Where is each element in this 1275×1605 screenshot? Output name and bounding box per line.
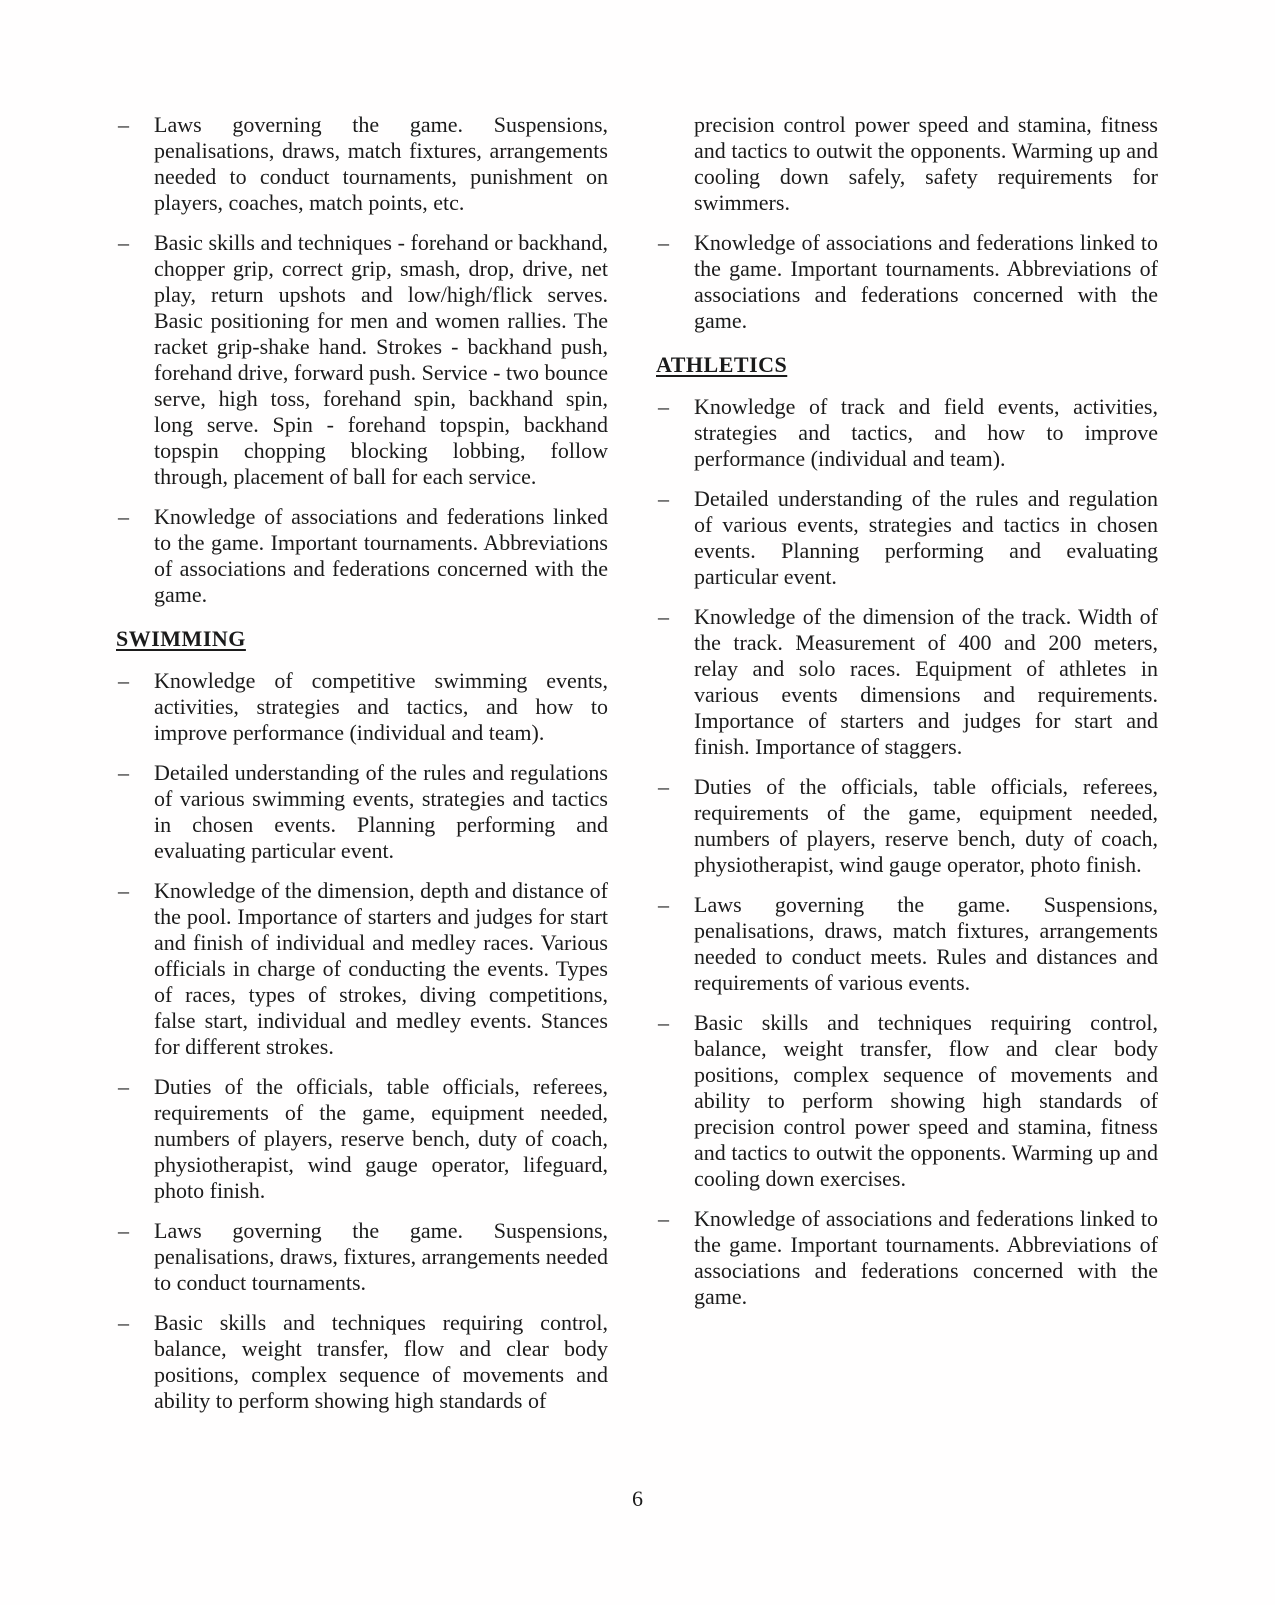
list-item	[116, 1310, 608, 1414]
list-item	[116, 760, 608, 864]
dash-bullet-icon: –	[658, 892, 669, 917]
list-item-text: Laws governing the game. Suspensions, penalisations, draws, match fixtures, arrangements needed to conduct meets. Rules and distances and requirements of various events.	[694, 892, 1158, 995]
list-item	[116, 504, 608, 608]
dash-bullet-icon: –	[118, 230, 129, 255]
list-item	[656, 486, 1158, 590]
list-item	[656, 1010, 1158, 1192]
page-number: 6	[632, 1486, 643, 1511]
right-column	[656, 112, 1158, 1324]
dash-bullet-icon: –	[658, 604, 669, 629]
list-item-text: Basic skills and techniques requiring control, balance, weight transfer, flow and clear body positions, complex sequence of movements and ability to perform showing high standards of	[154, 1310, 608, 1413]
dash-bullet-icon: –	[118, 1218, 129, 1243]
list-item-text: Knowledge of track and field events, activities, strategies and tactics, and how to improve performance (individual and team).	[694, 394, 1158, 471]
list-item-text: Detailed understanding of the rules and regulations of various swimming events, strategies and tactics in chosen events. Planning performing and evaluating particular event.	[154, 760, 608, 863]
left-column	[116, 112, 608, 1428]
dash-bullet-icon: –	[118, 760, 129, 785]
dash-bullet-icon: –	[118, 1074, 129, 1099]
list-item	[656, 774, 1158, 878]
dash-bullet-icon: –	[118, 504, 129, 529]
list-item	[116, 668, 608, 746]
dash-bullet-icon: –	[658, 394, 669, 419]
dash-bullet-icon: –	[658, 1010, 669, 1035]
section-heading-text: SWIMMING	[116, 626, 246, 651]
paragraph-continuation: precision control power speed and stamina, fitness and tactics to outwit the opponents. Warming up and cooling down safely, safety requirements for swimmers.	[694, 112, 1158, 215]
list-item	[116, 112, 608, 216]
section-heading	[116, 626, 608, 652]
section-heading	[656, 352, 1158, 378]
list-item-text: Knowledge of the dimension, depth and distance of the pool. Importance of starters and judges for start and finish of individual and medley races. Various officials in charge of conducting the events. Types of races, types of strokes, diving competitions, false start, individual and medley events. Stances for different strokes.	[154, 878, 608, 1059]
list-item-text: Knowledge of associations and federations linked to the game. Important tournaments. Abbreviations of associations and federations concerned with the game.	[694, 230, 1158, 333]
list-item	[116, 878, 608, 1060]
list-item-text: Basic skills and techniques - forehand or backhand, chopper grip, correct grip, smash, drop, drive, net play, return upshots and low/high/flick serves. Basic positioning for men and women rallies. The racket grip-shake hand. Strokes - backhand push, forehand drive, forward push. Service - two bounce serve, high toss, forehand spin, backhand spin, long serve. Spin - forehand topspin, backhand topspin chopping blocking lobbing, follow through, placement of ball for each service.	[154, 230, 608, 489]
dash-bullet-icon: –	[658, 774, 669, 799]
section-heading-text: ATHLETICS	[656, 352, 788, 377]
list-item	[656, 230, 1158, 334]
list-item-text: Laws governing the game. Suspensions, penalisations, draws, match fixtures, arrangements needed to conduct tournaments, punishment on players, coaches, match points, etc.	[154, 112, 608, 215]
dash-bullet-icon: –	[118, 1310, 129, 1335]
list-item-text: Detailed understanding of the rules and regulation of various events, strategies and tactics in chosen events. Planning performing and evaluating particular event.	[694, 486, 1158, 589]
list-item	[656, 604, 1158, 760]
list-item	[656, 394, 1158, 472]
dash-bullet-icon: –	[658, 230, 669, 255]
list-item	[116, 1074, 608, 1204]
list-item-text: Knowledge of associations and federations linked to the game. Important tournaments. Abbreviations of associations and federations concerned with the game.	[154, 504, 608, 607]
list-item	[656, 892, 1158, 996]
list-item-text: Knowledge of associations and federations linked to the game. Important tournaments. Abbreviations of associations and federations concerned with the game.	[694, 1206, 1158, 1309]
dash-bullet-icon: –	[658, 1206, 669, 1231]
dash-bullet-icon: –	[118, 878, 129, 903]
dash-bullet-icon: –	[658, 486, 669, 511]
list-item	[116, 1218, 608, 1296]
list-item-text: Knowledge of the dimension of the track. Width of the track. Measurement of 400 and 200 meters, relay and solo races. Equipment of athletes in various events dimensions and requirements. Importance of starters and judges for start and finish. Importance of staggers.	[694, 604, 1158, 759]
list-item-text: Laws governing the game. Suspensions, penalisations, draws, fixtures, arrangements needed to conduct tournaments.	[154, 1218, 608, 1295]
dash-bullet-icon: –	[118, 112, 129, 137]
list-item	[116, 230, 608, 490]
list-item	[656, 1206, 1158, 1310]
list-item-text: Duties of the officials, table officials, referees, requirements of the game, equipment needed, numbers of players, reserve bench, duty of coach, physiotherapist, wind gauge operator, lifeguard, photo finish.	[154, 1074, 608, 1203]
list-item-text: Duties of the officials, table officials, referees, requirements of the game, equipment needed, numbers of players, reserve bench, duty of coach, physiotherapist, wind gauge operator, photo finish.	[694, 774, 1158, 877]
dash-bullet-icon: –	[118, 668, 129, 693]
list-item-text: Basic skills and techniques requiring control, balance, weight transfer, flow and clear body positions, complex sequence of movements and ability to perform showing high standards of precision control power speed and stamina, fitness and tactics to outwit the opponents. Warming up and cooling down exercises.	[694, 1010, 1158, 1191]
list-item-text: Knowledge of competitive swimming events, activities, strategies and tactics, and how to improve performance (individual and team).	[154, 668, 608, 745]
